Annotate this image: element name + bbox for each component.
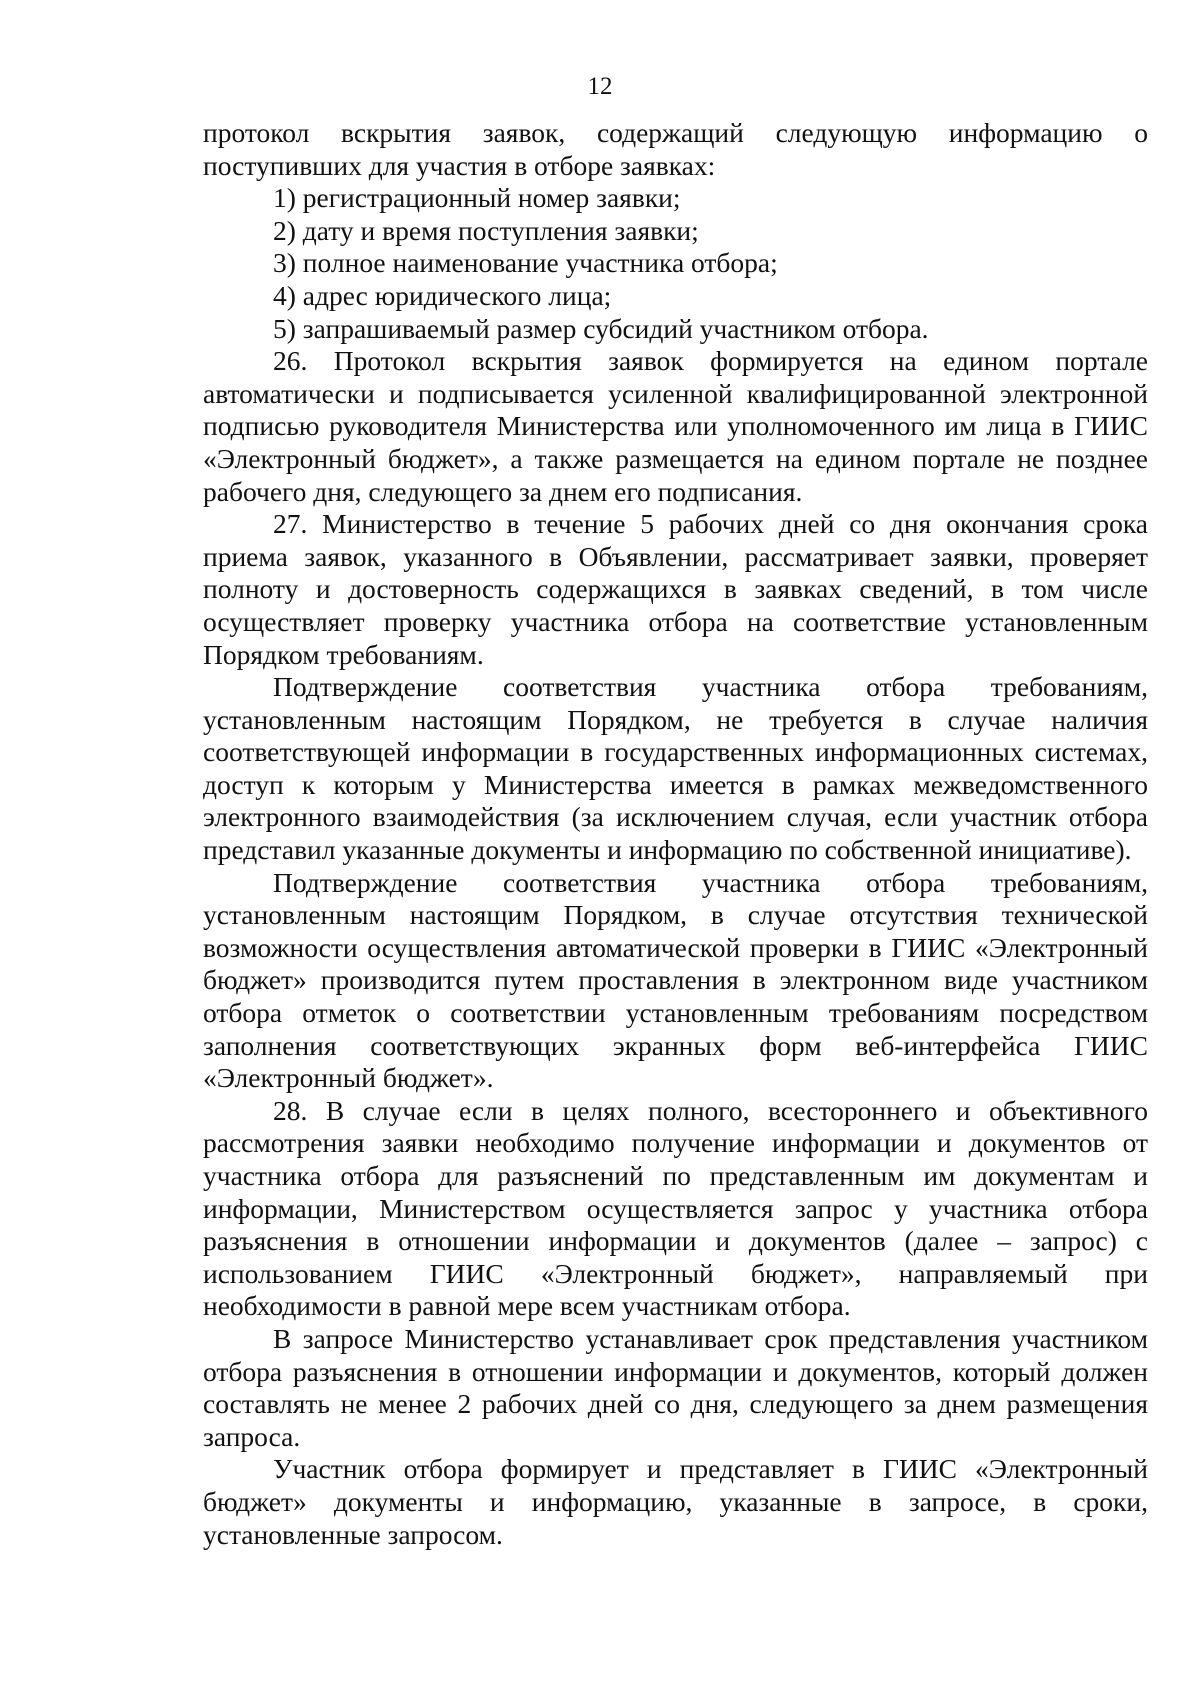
paragraph-participant-response: Участник отбора формирует и представляет в ГИИС «Электронный бюджет» документы и информацию, указанные в запросе, в сроки, установленные запросом. xyxy=(203,1453,1148,1550)
list-item-registration-number: 1) регистрационный номер заявки; xyxy=(273,182,681,214)
paragraph-protocol-intro: протокол вскрытия заявок, содержащий следующую информацию о поступивших для участия в отборе заявках: xyxy=(203,117,1148,181)
paragraph-confirmation-manual: Подтверждение соответствия участника отбора требованиям, установленным настоящим Порядком, в случае отсутствия технической возможности осуществления автоматической проверки в ГИИС «Электронный бюджет» производится путем проставления в электронном виде участником отбора отметок о соответствии установленным требованиям посредством заполнения соответствующих экранных форм веб-интерфейса ГИИС «Электронный бюджет». xyxy=(203,866,1148,1094)
list-item-subsidy-amount: 5) запрашиваемый размер субсидий участником отбора. xyxy=(273,312,929,344)
paragraph-clause-26: 26. Протокол вскрытия заявок формируется на едином портале автоматически и подписывается усиленной квалифицированной электронной подписью руководителя Министерства или уполномоченного им лица в ГИИС «Электронный бюджет», а также размещается на едином портале не позднее рабочего дня, следующего за днем его подписания. xyxy=(203,345,1148,507)
paragraph-request-deadline: В запросе Министерство устанавливает срок представления участником отбора разъяснения в отношении информации и документов, который должен составлять не менее 2 рабочих дней со дня, следующего за днем размещения запроса. xyxy=(203,1322,1148,1452)
page-number: 12 xyxy=(587,73,613,100)
list-item-legal-address: 4) адрес юридического лица; xyxy=(273,279,612,311)
paragraph-clause-28: 28. В случае если в целях полного, всестороннего и объективного рассмотрения заявки необходимо получение информации и документов от участника отбора для разъяснений по представленным им документам и информации, Министерством осуществляется запрос у участника отбора разъяснения в отношении информации и документов (далее – запрос) с использованием ГИИС «Электронный бюджет», направляемый при необходимости в равной мере всем участникам отбора. xyxy=(203,1094,1148,1322)
paragraph-confirmation-not-required: Подтверждение соответствия участника отбора требованиям, установленным настоящим Порядком, не требуется в случае наличия соответствующей информации в государственных информационных системах, доступ к которым у Министерства имеется в рамках межведомственного электронного взаимодействия (за исключением случая, если участник отбора представил указанные документы и информацию по собственной инициативе). xyxy=(203,671,1148,866)
document-body xyxy=(203,117,1148,1551)
paragraph-clause-27: 27. Министерство в течение 5 рабочих дней со дня окончания срока приема заявок, указанного в Объявлении, рассматривает заявки, проверяет полноту и достоверность содержащихся в заявках сведений, в том числе осуществляет проверку участника отбора на соответствие установленным Порядком требованиям. xyxy=(203,508,1148,670)
list-item-date-time: 2) дату и время поступления заявки; xyxy=(273,214,699,246)
list-item-participant-name: 3) полное наименование участника отбора; xyxy=(273,247,778,279)
